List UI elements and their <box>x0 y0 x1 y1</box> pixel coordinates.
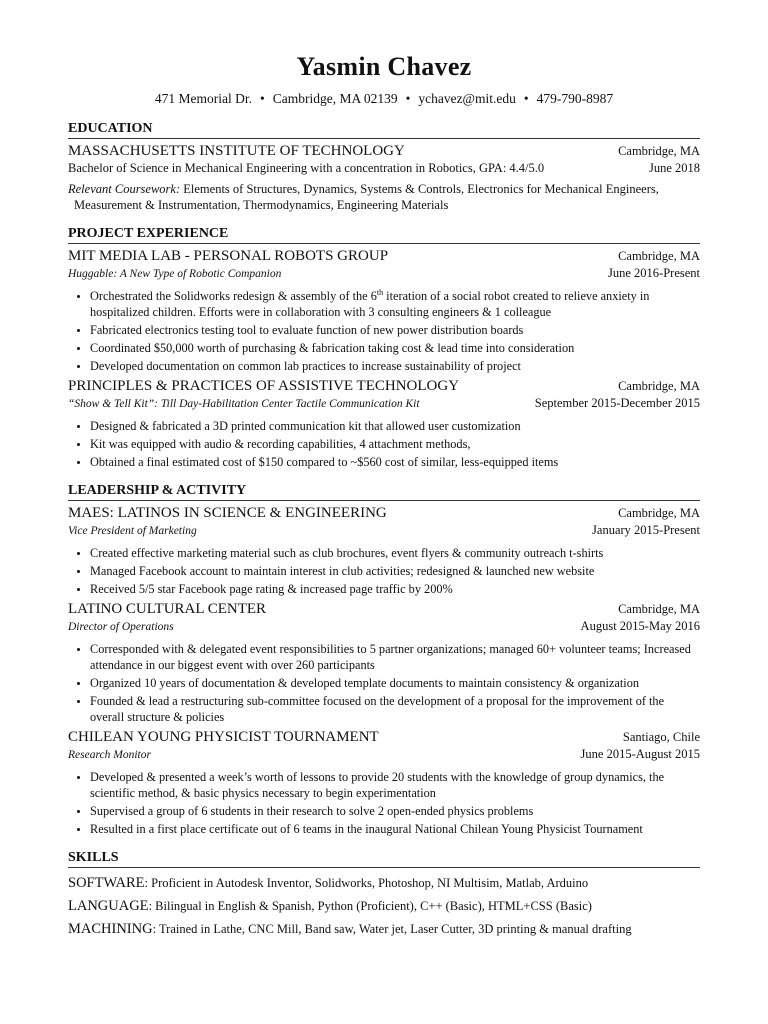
bullet-item: • Received 5/5 star Facebook page rating & increased page traffic by 200% <box>90 581 700 597</box>
section-title: EDUCATION <box>68 120 700 139</box>
separator-dot: • <box>405 91 411 106</box>
bullet-list <box>68 545 700 597</box>
leadership-entry <box>68 505 700 597</box>
bullet-item: • Developed & presented a week’s worth of lessons to provide 20 students with the knowledge of group dynamics, the scientific method, & basic physics necessary to begin experimentation <box>90 769 700 801</box>
separator-dot: • <box>260 91 265 106</box>
leadership-section <box>68 482 700 837</box>
school-location: Cambridge, MA <box>618 144 700 158</box>
bullet-item: • Fabricated electronics testing tool to evaluate function of new power distribution boards <box>90 322 700 338</box>
skill-line: LANGUAGE: Bilingual in English & Spanish, Python (Proficient), C++ (Basic), HTML+CSS (Basic) <box>68 898 592 914</box>
bullet-item: • Designed & fabricated a 3D printed communication kit that allowed user customization <box>90 418 700 434</box>
bullet-list <box>68 769 700 837</box>
date-range: January 2015-Present <box>592 523 700 537</box>
skill-category: SOFTWARE <box>68 875 145 891</box>
role: Research Monitor <box>68 749 151 761</box>
coursework-line: Measurement & Instrumentation, Thermodynamics, Engineering Materials <box>74 198 449 212</box>
organization: MIT MEDIA LAB - PERSONAL ROBOTS GROUP <box>68 248 389 264</box>
skill-category: MACHINING <box>68 921 153 937</box>
skill-category: LANGUAGE <box>68 898 149 914</box>
education-entry <box>68 143 700 213</box>
project-entry <box>68 248 700 374</box>
bullet-item: • Obtained a final estimated cost of $150 compared to ~$560 cost of similar, less-equipped items <box>90 454 700 470</box>
skills-section <box>68 849 700 937</box>
coursework-label: Relevant Coursework: <box>68 182 181 196</box>
organization: PRINCIPLES & PRACTICES OF ASSISTIVE TECHNOLOGY <box>68 378 460 394</box>
separator-dot: • <box>523 91 529 106</box>
section-title: PROJECT EXPERIENCE <box>68 225 700 244</box>
degree: Bachelor of Science in Mechanical Engineering with a concentration in Robotics, GPA: 4.4/5.0 <box>68 161 545 175</box>
contact-line <box>68 90 700 108</box>
skill-value: Trained in Lathe, CNC Mill, Band saw, Water jet, Laser Cutter, 3D printing & manual drafting <box>158 922 632 936</box>
phone: 479-790-8987 <box>536 91 614 106</box>
location: Cambridge, MA <box>618 506 700 520</box>
date-range: June 2015-August 2015 <box>580 747 700 761</box>
organization: LATINO CULTURAL CENTER <box>68 601 267 617</box>
role: “Show & Tell Kit”: Till Day-Habilitation Center Tactile Communication Kit <box>68 398 420 410</box>
bullet-item: • Supervised a group of 6 students in their research to solve 2 open-ended physics problems <box>90 803 700 819</box>
school-name: MASSACHUSETTS INSTITUTE OF TECHNOLOGY <box>68 143 405 159</box>
date-range: September 2015-December 2015 <box>534 396 700 410</box>
skill-line: SOFTWARE: Proficient in Autodesk Inventor, Solidworks, Photoshop, NI Multisim, Matlab, Arduino <box>68 875 589 891</box>
bullet-list <box>68 288 700 374</box>
skill-value: Bilingual in English & Spanish, Python (Proficient), C++ (Basic), HTML+CSS (Basic) <box>155 899 592 913</box>
projects-section <box>68 225 700 470</box>
bullet-list <box>68 641 700 725</box>
bullet-item: • Orchestrated the Solidworks redesign & assembly of the 6th iteration of a social robot created to relieve anxiety in hospitalized children. Efforts were in collaboration with 3 consulting engineers & 1 colleague <box>90 288 700 320</box>
skill-value: Proficient in Autodesk Inventor, Solidworks, Photoshop, NI Multisim, Matlab, Arduino <box>151 876 589 890</box>
bullet-item: • Coordinated $50,000 worth of purchasing & fabrication taking cost & lead time into consideration <box>90 340 700 356</box>
leadership-entry <box>68 601 700 725</box>
bullet-item: • Developed documentation on common lab practices to increase sustainability of project <box>90 358 700 374</box>
location: Cambridge, MA <box>618 379 700 393</box>
candidate-name: Yasmin Chavez <box>296 52 472 81</box>
date-range: June 2016-Present <box>608 266 700 280</box>
city: Cambridge, MA 02139 <box>272 91 398 106</box>
bullet-item: • Resulted in a first place certificate out of 6 teams in the inaugural National Chilean Young Physicist Tournament <box>90 821 700 837</box>
skill-line: MACHINING: Trained in Lathe, CNC Mill, Band saw, Water jet, Laser Cutter, 3D printing & manual drafting <box>68 921 632 937</box>
location: Santiago, Chile <box>622 730 700 744</box>
address: 471 Memorial Dr. <box>154 91 252 106</box>
coursework-line: Elements of Structures, Dynamics, Systems & Controls, Electronics for Mechanical Engineers, <box>183 182 659 196</box>
project-entry <box>68 378 700 470</box>
location: Cambridge, MA <box>618 602 700 616</box>
role: Huggable: A New Type of Robotic Companion <box>68 268 282 280</box>
education-section <box>68 120 700 213</box>
leadership-entry <box>68 729 700 837</box>
date-range: August 2015-May 2016 <box>580 619 700 633</box>
location: Cambridge, MA <box>618 249 700 263</box>
organization: MAES: LATINOS IN SCIENCE & ENGINEERING <box>68 505 387 521</box>
bullet-list <box>68 418 700 470</box>
bullet-item: • Corresponded with & delegated event responsibilities to 5 partner organizations; managed 60+ volunteer teams; Increased attendance in our biggest event with over 260 participants <box>90 641 700 673</box>
bullet-item: • Founded & lead a restructuring sub-committee focused on the development of a proposal for the improvement of the overall structure & policies <box>90 693 700 725</box>
role: Vice President of Marketing <box>68 525 197 537</box>
email: ychavez@mit.edu <box>418 91 516 106</box>
role: Director of Operations <box>68 621 174 633</box>
bullet-item: • Created effective marketing material such as club brochures, event flyers & community outreach t-shirts <box>90 545 700 561</box>
coursework <box>68 181 700 213</box>
bullet-item: • Kit was equipped with audio & recording capabilities, 4 attachment methods, <box>90 436 700 452</box>
section-title: LEADERSHIP & ACTIVITY <box>68 482 700 501</box>
bullet-item: • Organized 10 years of documentation & developed template documents to maintain consistency & organization <box>90 675 700 691</box>
organization: CHILEAN YOUNG PHYSICIST TOURNAMENT <box>68 729 379 745</box>
bullet-item: • Managed Facebook account to maintain interest in club activities; redesigned & launched new website <box>90 563 700 579</box>
graduation-date: June 2018 <box>648 161 700 175</box>
section-title: SKILLS <box>68 849 700 868</box>
